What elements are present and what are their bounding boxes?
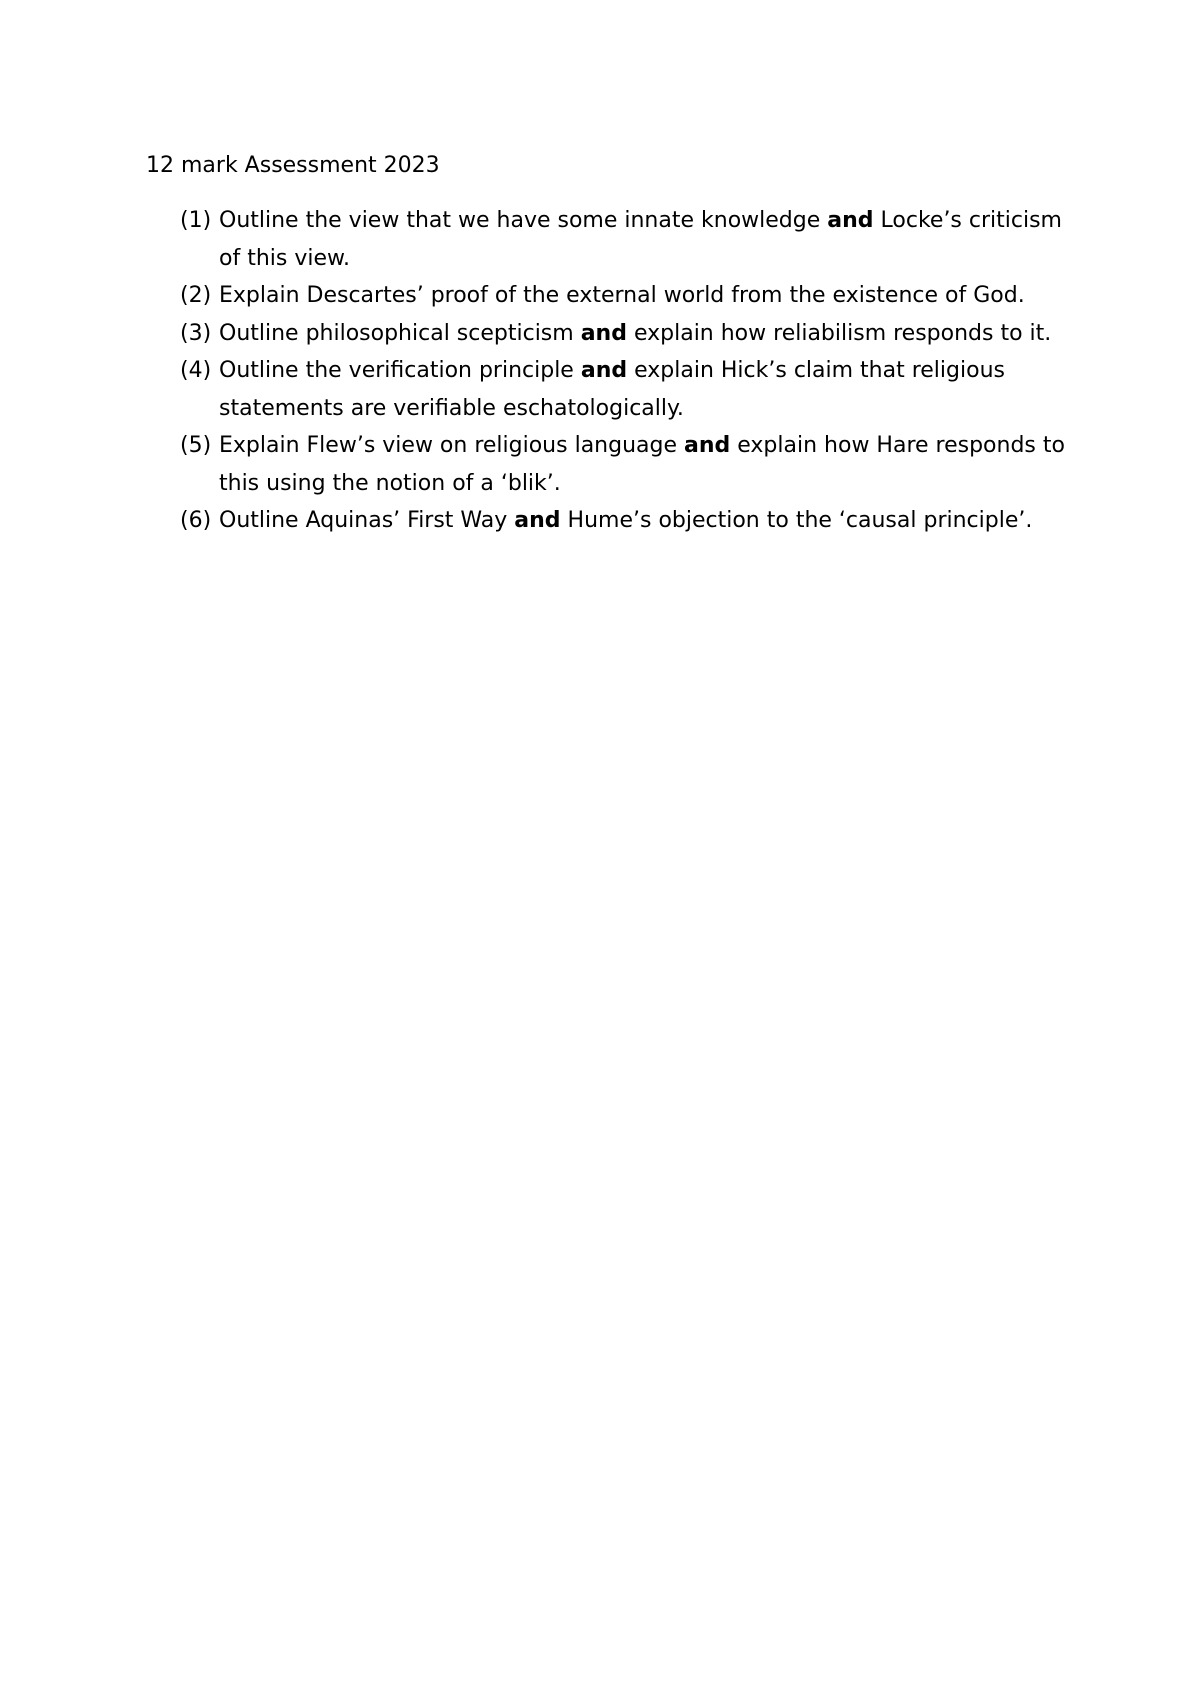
- question-item: [180, 315, 1080, 353]
- question-text: [219, 508, 1032, 533]
- question-number: (5): [180, 433, 212, 458]
- question-text: [219, 358, 1005, 421]
- question-text: [219, 321, 1051, 346]
- question-emphasis: and: [827, 208, 874, 233]
- question-item: [180, 502, 1080, 540]
- question-emphasis: and: [580, 358, 628, 383]
- question-item: [180, 202, 1080, 277]
- question-text-part: Explain Flew’s view on religious language: [219, 433, 684, 458]
- question-number: (4): [180, 358, 212, 383]
- question-item: [180, 277, 1080, 315]
- question-emphasis: and: [684, 433, 731, 458]
- question-text: [219, 433, 1065, 496]
- question-text-part: Outline Aquinas’ First Way: [219, 508, 515, 533]
- question-emphasis: and: [514, 508, 561, 533]
- question-text-part: Locke’s criticism of this view.: [219, 208, 1062, 271]
- question-text-part: Outline philosophical scepticism: [219, 320, 581, 346]
- question-text: [219, 208, 1062, 271]
- question-item: [180, 352, 1080, 427]
- question-text-part: explain how Hare responds to this using the notion of a ‘blik’.: [219, 433, 1065, 496]
- question-text-part: explain Hick’s claim that religious statements are verifiable eschatologically.: [219, 358, 1005, 421]
- question-text-part: Hume’s objection to the ‘causal principle’.: [560, 508, 1033, 533]
- question-text-part: Outline the verification principle: [219, 358, 581, 383]
- question-text-part: Outline the view that we have some innate knowledge: [219, 208, 828, 233]
- document-title: 12 mark Assessment 2023: [146, 153, 440, 178]
- question-number: (3): [180, 320, 212, 346]
- question-item: [180, 427, 1080, 502]
- question-text: [219, 283, 1025, 308]
- question-emphasis: and: [580, 320, 627, 346]
- question-text-part: explain how reliabilism responds to it.: [626, 320, 1052, 346]
- question-text-part: Explain Descartes’ proof of the external world from the existence of God.: [219, 283, 1025, 308]
- question-list: [180, 202, 1080, 540]
- question-number: (1): [180, 208, 212, 233]
- question-number: (6): [180, 508, 212, 533]
- question-number: (2): [180, 283, 212, 308]
